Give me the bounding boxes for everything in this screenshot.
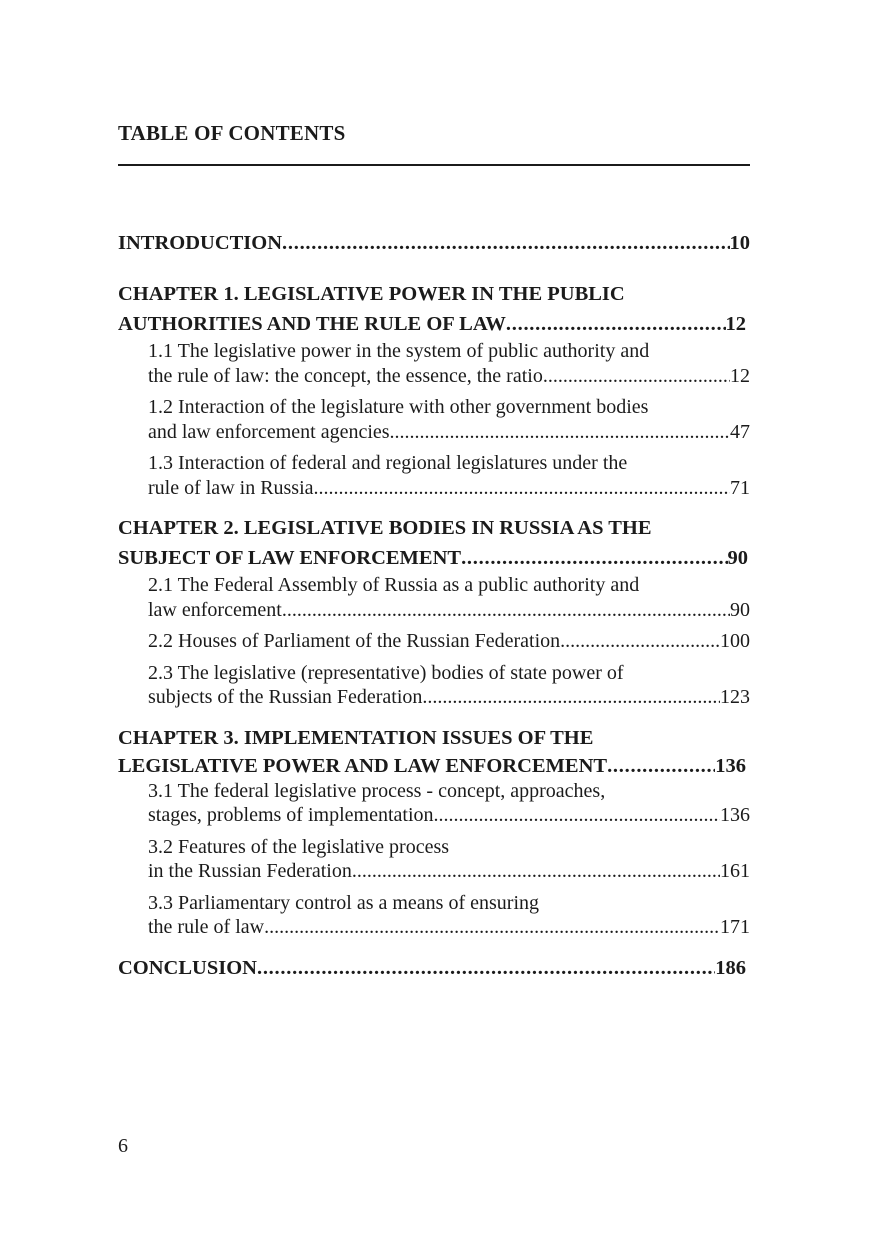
entry-page: 100	[720, 630, 750, 652]
page-heading: TABLE OF CONTENTS	[118, 121, 346, 145]
dot-leader	[282, 598, 730, 623]
toc-entry-chapter-3[interactable]	[118, 723, 750, 779]
section-title-line-1: 3.2 Features of the legislative process	[148, 835, 450, 858]
section-title-line-2: rule of law in Russia	[148, 476, 314, 499]
section-title-line-1: 1.2 Interaction of the legislature with other government bodies	[148, 396, 649, 418]
heading-rule	[118, 164, 750, 166]
chapter-2-sections	[118, 573, 750, 710]
toc-entry-section-2-2[interactable]	[118, 629, 750, 654]
section-title-line-2: stages, problems of implementation	[148, 804, 434, 826]
section-title-line-1: 3.3 Parliamentary control as a means of ensuring	[148, 891, 539, 914]
toc-entry-section-2-1[interactable]	[118, 573, 750, 622]
entry-page: 136	[715, 754, 746, 777]
toc-entry-section-2-3[interactable]	[118, 661, 750, 710]
chapter-title-line-2: LEGISLATIVE POWER AND LAW ENFORCEMENT	[118, 754, 608, 777]
section-title-line-2: and law enforcement agencies	[148, 420, 390, 443]
dot-leader	[314, 476, 730, 501]
section-title-line-2: the rule of law: the concept, the essence, the ratio	[148, 364, 543, 387]
dot-leader	[543, 364, 730, 389]
toc-entry-chapter-2[interactable]	[118, 513, 750, 573]
entry-page: 90	[727, 547, 748, 569]
section-title-line-1: 1.3 Interaction of federal and regional legislatures under the	[148, 452, 628, 474]
toc-entry-section-1-1[interactable]	[118, 339, 750, 388]
chapter-title-line-2: SUBJECT OF LAW ENFORCEMENT	[118, 547, 462, 569]
dot-leader	[352, 859, 720, 884]
entry-page: 12	[730, 364, 750, 387]
section-title-line-1: 3.1 The federal legislative process - concept, approaches,	[148, 779, 606, 802]
toc-entry-section-1-2[interactable]	[118, 395, 750, 444]
chapter-1-sections	[118, 339, 750, 500]
dot-leader	[257, 953, 715, 983]
toc-entry-section-3-3[interactable]	[118, 891, 750, 940]
dot-leader	[607, 753, 715, 779]
toc-entry-section-1-3[interactable]	[118, 451, 750, 500]
chapter-title-line-1: CHAPTER 3. IMPLEMENTATION ISSUES OF THE	[118, 726, 594, 749]
toc-entry-conclusion[interactable]	[118, 953, 750, 983]
entry-page: 10	[729, 232, 750, 254]
entry-page: 47	[730, 420, 750, 443]
section-title-line-1: 2.2 Houses of Parliament of the Russian Federation	[148, 630, 561, 652]
entry-label: INTRODUCTION	[118, 232, 283, 254]
entry-page: 71	[730, 476, 750, 499]
page-number: 6	[118, 1135, 128, 1157]
section-title-line-1: 2.1 The Federal Assembly of Russia as a public authority and	[148, 574, 640, 596]
dot-leader	[422, 685, 720, 710]
chapter-title-line-1: CHAPTER 2. LEGISLATIVE BODIES IN RUSSIA AS THE	[118, 517, 652, 539]
section-title-line-2: subjects of the Russian Federation	[148, 686, 423, 708]
dot-leader	[282, 228, 729, 258]
section-title-line-2: law enforcement	[148, 598, 282, 621]
entry-page: 171	[720, 916, 750, 938]
dot-leader	[434, 803, 721, 828]
entry-page: 186	[715, 956, 746, 979]
entry-page: 161	[720, 860, 750, 882]
chapter-3-sections	[118, 779, 750, 940]
table-of-contents	[118, 228, 750, 983]
toc-entry-introduction[interactable]	[118, 228, 750, 258]
dot-leader	[390, 420, 730, 445]
toc-entry-section-3-2[interactable]	[118, 835, 750, 884]
dot-leader	[506, 309, 726, 339]
section-title-line-1: 2.3 The legislative (representative) bodies of state power of	[148, 661, 624, 684]
dot-leader	[560, 629, 720, 654]
entry-label: CONCLUSION	[118, 956, 257, 979]
entry-page: 12	[725, 313, 746, 335]
section-title-line-2: the rule of law	[148, 916, 265, 938]
dot-leader	[461, 543, 727, 573]
entry-page: 123	[720, 686, 750, 708]
toc-entry-section-3-1[interactable]	[118, 779, 750, 828]
chapter-title-line-1: CHAPTER 1. LEGISLATIVE POWER IN THE PUBLIC	[118, 283, 625, 305]
entry-page: 136	[720, 804, 750, 826]
chapter-title-line-2: AUTHORITIES AND THE RULE OF LAW	[118, 313, 506, 335]
toc-entry-chapter-1[interactable]	[118, 279, 750, 339]
section-title-line-1: 1.1 The legislative power in the system of public authority and	[148, 340, 650, 362]
dot-leader	[264, 915, 720, 940]
entry-page: 90	[730, 598, 750, 621]
section-title-line-2: in the Russian Federation	[148, 860, 352, 882]
